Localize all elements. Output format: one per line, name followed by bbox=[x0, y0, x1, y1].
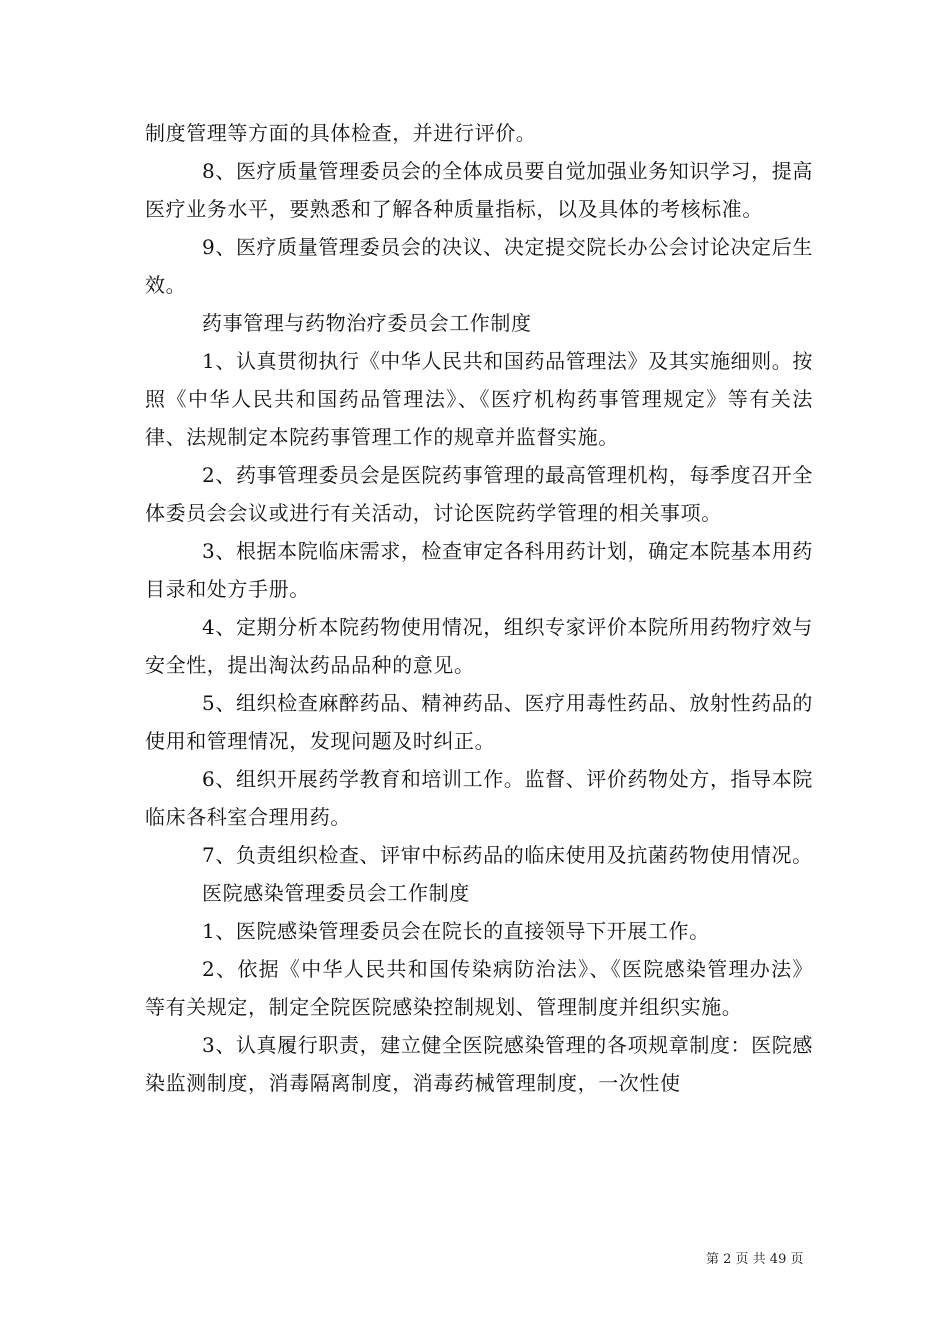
paragraph-pharmacy-item-4: 4、定期分析本院药物使用情况，组织专家评价本院所用药物疗效与安全性，提出淘汰药品品种的意见。 bbox=[145, 615, 813, 677]
paragraph-continuation: 制度管理等方面的具体检查，并进行评价。 bbox=[145, 121, 537, 145]
paragraph-item-8: 8、医疗质量管理委员会的全体成员要自觉加强业务知识学习，提高医疗业务水平，要熟悉和了解各种质量指标，以及具体的考核标准。 bbox=[145, 159, 813, 221]
paragraph-pharmacy-item-6: 6、组织开展药学教育和培训工作。监督、评价药物处方，指导本院临床各科室合理用药。 bbox=[145, 767, 813, 829]
paragraph-pharmacy-item-2: 2、药事管理委员会是医院药事管理的最高管理机构，每季度召开全体委员会会议或进行有关活动，讨论医院药学管理的相关事项。 bbox=[145, 463, 813, 525]
paragraph-pharmacy-item-7: 7、负责组织检查、评审中标药品的临床使用及抗菌药物使用情况。 bbox=[202, 843, 813, 867]
paragraph-infection-item-2: 2、依据《中华人民共和国传染病防治法》、《医院感染管理办法》等有关规定，制定全院医院感染控制规划、管理制度并组织实施。 bbox=[145, 957, 813, 1019]
paragraph-pharmacy-item-5: 5、组织检查麻醉药品、精神药品、医疗用毒性药品、放射性药品的使用和管理情况，发现问题及时纠正。 bbox=[145, 691, 813, 753]
paragraph-pharmacy-item-1: 1、认真贯彻执行《中华人民共和国药品管理法》及其实施细则。按照《中华人民共和国药品管理法》、《医疗机构药事管理规定》等有关法律、法规制定本院药事管理工作的规章并监督实施。 bbox=[145, 349, 813, 449]
paragraph-infection-item-1: 1、医院感染管理委员会在院长的直接领导下开展工作。 bbox=[202, 919, 710, 943]
paragraph-infection-item-3: 3、认真履行职责，建立健全医院感染管理的各项规章制度：医院感染监测制度，消毒隔离制度，消毒药械管理制度，一次性使 bbox=[145, 1033, 813, 1095]
paragraph-item-9: 9、医疗质量管理委员会的决议、决定提交院长办公会讨论决定后生效。 bbox=[145, 235, 813, 297]
page-number: 第 2 页 共 49 页 bbox=[706, 1252, 804, 1267]
document-body bbox=[145, 114, 813, 1102]
section-heading-infection: 医院感染管理委员会工作制度 bbox=[202, 881, 470, 905]
section-heading-pharmacy: 药事管理与药物治疗委员会工作制度 bbox=[202, 311, 532, 335]
paragraph-pharmacy-item-3: 3、根据本院临床需求，检查审定各科用药计划，确定本院基本用药目录和处方手册。 bbox=[145, 539, 813, 601]
